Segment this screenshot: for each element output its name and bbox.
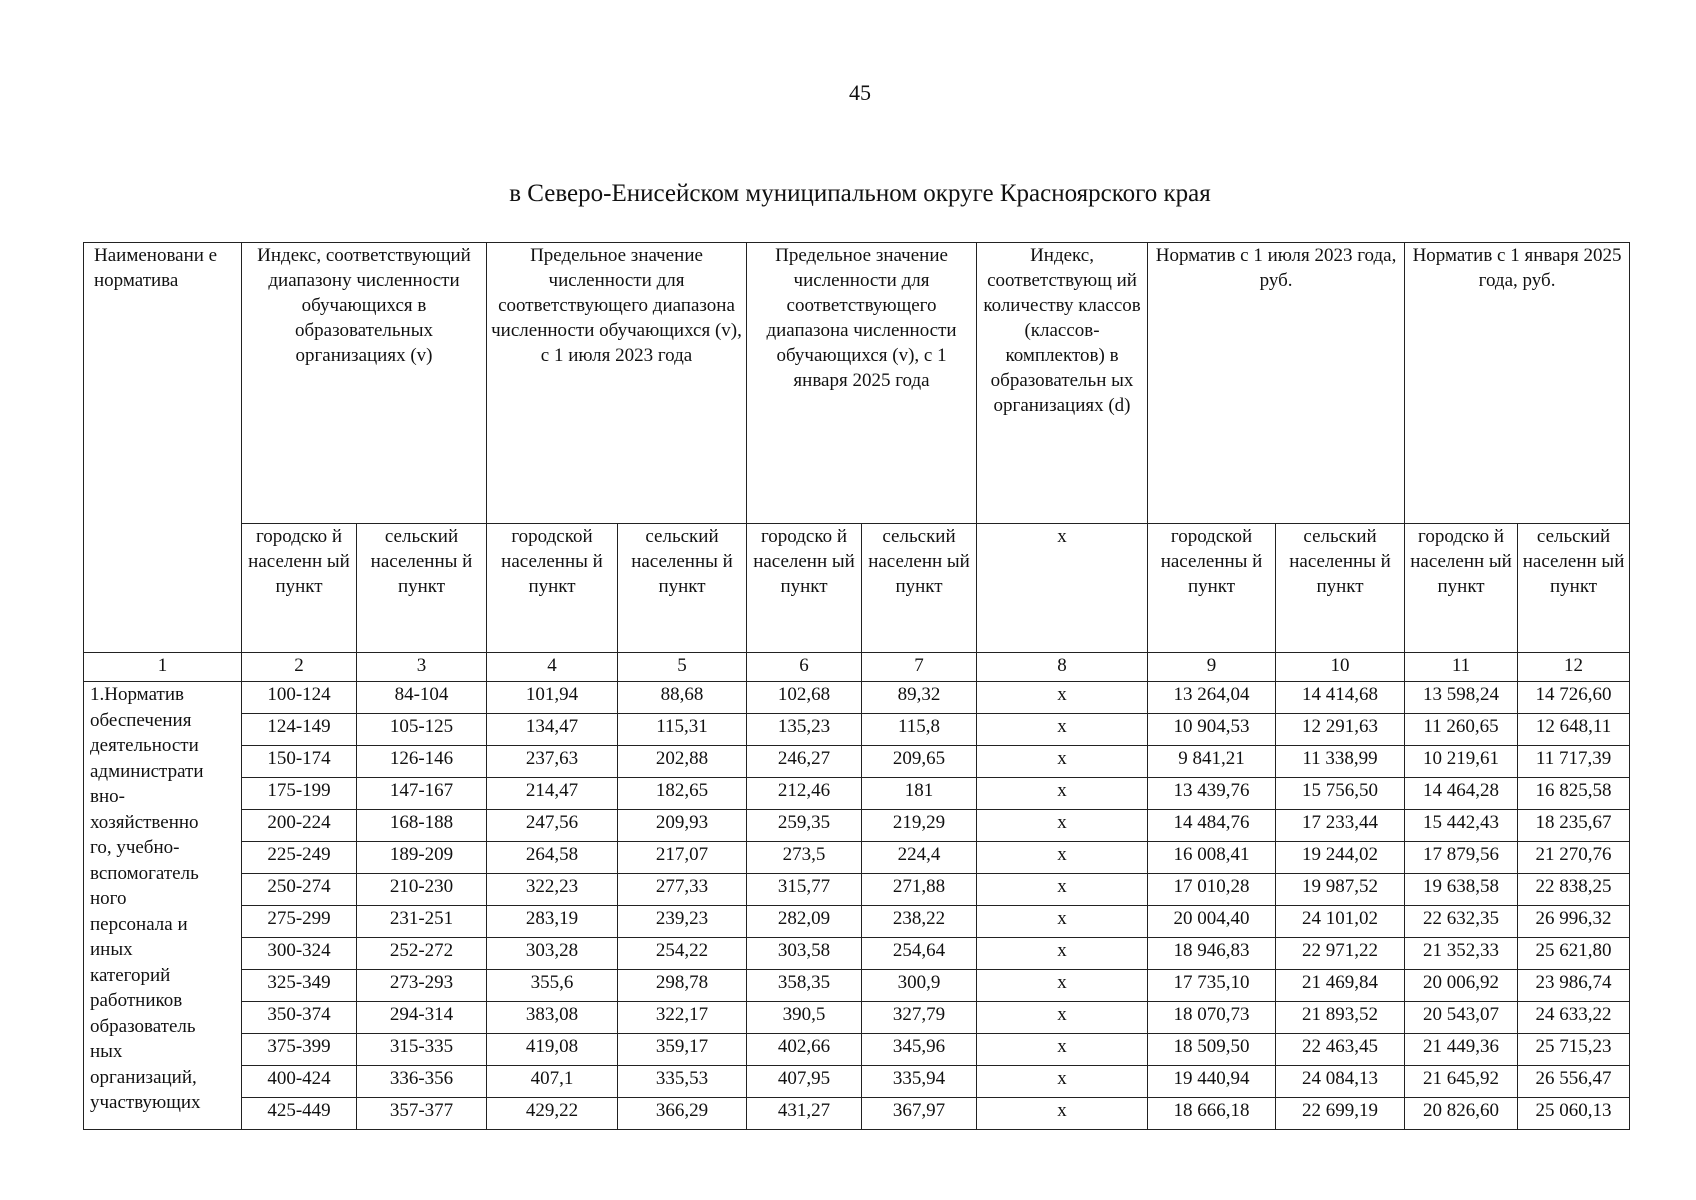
row-label bbox=[84, 682, 242, 1130]
table-cell: 383,08 bbox=[487, 1002, 618, 1034]
row-label-line: образователь bbox=[90, 1015, 196, 1037]
table-cell: x bbox=[977, 1098, 1148, 1130]
table-cell: 14 484,76 bbox=[1148, 810, 1276, 842]
table-cell: 300,9 bbox=[862, 970, 977, 1002]
header-row-main bbox=[84, 243, 1630, 524]
table-cell: 239,23 bbox=[618, 906, 747, 938]
table-cell: 17 879,56 bbox=[1405, 842, 1518, 874]
table-cell: 9 841,21 bbox=[1148, 746, 1276, 778]
table-cell: 322,23 bbox=[487, 874, 618, 906]
table-cell: 22 699,19 bbox=[1276, 1098, 1405, 1130]
table-cell: 20 006,92 bbox=[1405, 970, 1518, 1002]
table-row bbox=[84, 778, 1630, 810]
table-cell: 250-274 bbox=[242, 874, 357, 906]
table-cell: x bbox=[977, 1034, 1148, 1066]
table-cell: x bbox=[977, 874, 1148, 906]
table-row bbox=[84, 842, 1630, 874]
table-cell: 254,64 bbox=[862, 938, 977, 970]
table-cell: 19 987,52 bbox=[1276, 874, 1405, 906]
table-cell: 200-224 bbox=[242, 810, 357, 842]
table-cell: 275-299 bbox=[242, 906, 357, 938]
table-cell: x bbox=[977, 778, 1148, 810]
table-cell: 25 715,23 bbox=[1518, 1034, 1630, 1066]
subheader-c8: x bbox=[977, 524, 1148, 653]
table-row bbox=[84, 1098, 1630, 1130]
header-row-sub bbox=[84, 524, 1630, 653]
table-cell: 24 084,13 bbox=[1276, 1066, 1405, 1098]
table-cell: 366,29 bbox=[618, 1098, 747, 1130]
table-cell: 367,97 bbox=[862, 1098, 977, 1130]
table-cell: 357-377 bbox=[357, 1098, 487, 1130]
table-cell: 101,94 bbox=[487, 682, 618, 714]
table-cell: x bbox=[977, 970, 1148, 1002]
table-cell: 10 904,53 bbox=[1148, 714, 1276, 746]
table-cell: 407,95 bbox=[747, 1066, 862, 1098]
table-cell: 126-146 bbox=[357, 746, 487, 778]
page-number: 45 bbox=[849, 80, 871, 105]
table-cell: 12 648,11 bbox=[1518, 714, 1630, 746]
row-label-line: персонала и bbox=[90, 913, 188, 935]
table-cell: 315,77 bbox=[747, 874, 862, 906]
table-cell: 210-230 bbox=[357, 874, 487, 906]
row-label-line: участвующих bbox=[90, 1092, 201, 1113]
table-cell: 431,27 bbox=[747, 1098, 862, 1130]
table-cell: 19 638,58 bbox=[1405, 874, 1518, 906]
table-cell: 189-209 bbox=[357, 842, 487, 874]
table-cell: 115,8 bbox=[862, 714, 977, 746]
table-cell: 115,31 bbox=[618, 714, 747, 746]
table-cell: 18 509,50 bbox=[1148, 1034, 1276, 1066]
table-cell: 271,88 bbox=[862, 874, 977, 906]
row-label-line: вно- bbox=[90, 786, 125, 807]
table-cell: 350-374 bbox=[242, 1002, 357, 1034]
header-index-range: Индекс, соответствующий диапазону численности обучающихся в образовательных организациях (v) bbox=[242, 243, 487, 524]
table-cell: x bbox=[977, 682, 1148, 714]
table-cell: 100-124 bbox=[242, 682, 357, 714]
subheader-c4: городской населенны й пункт bbox=[487, 524, 618, 653]
table-cell: 303,28 bbox=[487, 938, 618, 970]
table-cell: 294-314 bbox=[357, 1002, 487, 1034]
row-label-line: 1.Норматив bbox=[90, 684, 184, 705]
table-cell: 231-251 bbox=[357, 906, 487, 938]
table-row bbox=[84, 874, 1630, 906]
table-cell: 25 621,80 bbox=[1518, 938, 1630, 970]
header-norm-2025: Норматив с 1 января 2025 года, руб. bbox=[1405, 243, 1630, 524]
header-name: Наименовани е норматива bbox=[84, 243, 242, 653]
table-cell: 315-335 bbox=[357, 1034, 487, 1066]
table-cell: 15 756,50 bbox=[1276, 778, 1405, 810]
table-row bbox=[84, 938, 1630, 970]
table-cell: 214,47 bbox=[487, 778, 618, 810]
table-cell: 20 004,40 bbox=[1148, 906, 1276, 938]
column-number-row bbox=[84, 653, 1630, 682]
subheader-c12: сельский населенн ый пункт bbox=[1518, 524, 1630, 653]
column-number: 9 bbox=[1148, 653, 1276, 682]
subheader-c9: городской населенны й пункт bbox=[1148, 524, 1276, 653]
table-cell: 209,65 bbox=[862, 746, 977, 778]
table-cell: 17 735,10 bbox=[1148, 970, 1276, 1002]
table-cell: 246,27 bbox=[747, 746, 862, 778]
table-cell: x bbox=[977, 746, 1148, 778]
table-cell: 10 219,61 bbox=[1405, 746, 1518, 778]
row-label-line: ных bbox=[90, 1041, 123, 1062]
table-cell: x bbox=[977, 1002, 1148, 1034]
table-cell: 26 556,47 bbox=[1518, 1066, 1630, 1098]
table-cell: 212,46 bbox=[747, 778, 862, 810]
subheader-c5: сельский населенны й пункт bbox=[618, 524, 747, 653]
table-cell: 26 996,32 bbox=[1518, 906, 1630, 938]
table-cell: 22 971,22 bbox=[1276, 938, 1405, 970]
table-cell: 254,22 bbox=[618, 938, 747, 970]
table-cell: x bbox=[977, 906, 1148, 938]
column-number: 5 bbox=[618, 653, 747, 682]
table-cell: 17 233,44 bbox=[1276, 810, 1405, 842]
column-number: 8 bbox=[977, 653, 1148, 682]
table-cell: 12 291,63 bbox=[1276, 714, 1405, 746]
table-cell: 21 352,33 bbox=[1405, 938, 1518, 970]
table-cell: 303,58 bbox=[747, 938, 862, 970]
table-cell: 150-174 bbox=[242, 746, 357, 778]
table-cell: 19 244,02 bbox=[1276, 842, 1405, 874]
table-cell: 375-399 bbox=[242, 1034, 357, 1066]
table-cell: 400-424 bbox=[242, 1066, 357, 1098]
table-cell: 335,94 bbox=[862, 1066, 977, 1098]
table-cell: 325-349 bbox=[242, 970, 357, 1002]
row-label-line: иных bbox=[90, 939, 133, 960]
table-cell: 336-356 bbox=[357, 1066, 487, 1098]
table-cell: 247,56 bbox=[487, 810, 618, 842]
table-cell: 359,17 bbox=[618, 1034, 747, 1066]
table-row bbox=[84, 970, 1630, 1002]
table-cell: 13 264,04 bbox=[1148, 682, 1276, 714]
table-row bbox=[84, 906, 1630, 938]
table-cell: 13 439,76 bbox=[1148, 778, 1276, 810]
row-label-line: работников bbox=[90, 990, 183, 1011]
table-cell: 25 060,13 bbox=[1518, 1098, 1630, 1130]
table-cell: 18 235,67 bbox=[1518, 810, 1630, 842]
column-number: 10 bbox=[1276, 653, 1405, 682]
column-number: 12 bbox=[1518, 653, 1630, 682]
table-cell: 147-167 bbox=[357, 778, 487, 810]
table-cell: 21 449,36 bbox=[1405, 1034, 1518, 1066]
table-cell: 21 270,76 bbox=[1518, 842, 1630, 874]
norms-table bbox=[83, 242, 1630, 1130]
table-cell: x bbox=[977, 842, 1148, 874]
table-cell: 18 946,83 bbox=[1148, 938, 1276, 970]
table-cell: 22 632,35 bbox=[1405, 906, 1518, 938]
column-number: 2 bbox=[242, 653, 357, 682]
table-cell: 358,35 bbox=[747, 970, 862, 1002]
table-cell: 390,5 bbox=[747, 1002, 862, 1034]
table-cell: 89,32 bbox=[862, 682, 977, 714]
table-cell: 282,09 bbox=[747, 906, 862, 938]
subheader-c10: сельский населенны й пункт bbox=[1276, 524, 1405, 653]
header-limit-2025: Предельное значение численности для соответствующего диапазона численности обучающихся (v), с 1 января 2025 года bbox=[747, 243, 977, 524]
row-label-line: го, учебно- bbox=[90, 837, 180, 858]
header-limit-2023: Предельное значение численности для соответствующего диапазона численности обучающихся (v), с 1 июля 2023 года bbox=[487, 243, 747, 524]
table-cell: 14 464,28 bbox=[1405, 778, 1518, 810]
table-cell: x bbox=[977, 714, 1148, 746]
table-cell: x bbox=[977, 938, 1148, 970]
table-body bbox=[84, 243, 1630, 1130]
table-cell: 300-324 bbox=[242, 938, 357, 970]
table-cell: 134,47 bbox=[487, 714, 618, 746]
table-cell: 237,63 bbox=[487, 746, 618, 778]
subheader-c11: городско й населенн ый пункт bbox=[1405, 524, 1518, 653]
table-cell: 217,07 bbox=[618, 842, 747, 874]
header-norm-2023: Норматив с 1 июля 2023 года, руб. bbox=[1148, 243, 1405, 524]
table-cell: 219,29 bbox=[862, 810, 977, 842]
page-title: в Северо-Енисейском муниципальном округе Красноярского края bbox=[509, 180, 1211, 207]
table-cell: 238,22 bbox=[862, 906, 977, 938]
subheader-c2: городско й населенн ый пункт bbox=[242, 524, 357, 653]
table-cell: 419,08 bbox=[487, 1034, 618, 1066]
column-number: 1 bbox=[84, 653, 242, 682]
table-cell: 181 bbox=[862, 778, 977, 810]
table-cell: x bbox=[977, 1066, 1148, 1098]
table-cell: 17 010,28 bbox=[1148, 874, 1276, 906]
table-cell: 327,79 bbox=[862, 1002, 977, 1034]
table-cell: 15 442,43 bbox=[1405, 810, 1518, 842]
subheader-c7: сельский населенн ый пункт bbox=[862, 524, 977, 653]
table-row bbox=[84, 1066, 1630, 1098]
column-number: 3 bbox=[357, 653, 487, 682]
column-number: 11 bbox=[1405, 653, 1518, 682]
table-cell: 182,65 bbox=[618, 778, 747, 810]
table-cell: 425-449 bbox=[242, 1098, 357, 1130]
table-cell: 277,33 bbox=[618, 874, 747, 906]
table-cell: 124-149 bbox=[242, 714, 357, 746]
table-cell: 11 717,39 bbox=[1518, 746, 1630, 778]
table-cell: 18 666,18 bbox=[1148, 1098, 1276, 1130]
table-cell: 11 338,99 bbox=[1276, 746, 1405, 778]
column-number: 4 bbox=[487, 653, 618, 682]
table-cell: 429,22 bbox=[487, 1098, 618, 1130]
table-cell: 11 260,65 bbox=[1405, 714, 1518, 746]
table-cell: 345,96 bbox=[862, 1034, 977, 1066]
table-cell: 24 101,02 bbox=[1276, 906, 1405, 938]
table-cell: 202,88 bbox=[618, 746, 747, 778]
table-cell: 264,58 bbox=[487, 842, 618, 874]
table-row bbox=[84, 1034, 1630, 1066]
table-cell: 283,19 bbox=[487, 906, 618, 938]
table-cell: 224,4 bbox=[862, 842, 977, 874]
table-cell: 14 726,60 bbox=[1518, 682, 1630, 714]
table-cell: 22 463,45 bbox=[1276, 1034, 1405, 1066]
table-cell: 402,66 bbox=[747, 1034, 862, 1066]
table-row bbox=[84, 714, 1630, 746]
table-cell: 225-249 bbox=[242, 842, 357, 874]
row-label-line: вспомогатель bbox=[90, 862, 199, 884]
row-label-line: администрати bbox=[90, 760, 204, 782]
row-label-line: ного bbox=[90, 888, 127, 909]
table-cell: 21 469,84 bbox=[1276, 970, 1405, 1002]
row-label-line: обеспечения bbox=[90, 709, 192, 731]
subheader-c3: сельский населенны й пункт bbox=[357, 524, 487, 653]
table-cell: 14 414,68 bbox=[1276, 682, 1405, 714]
table-cell: 175-199 bbox=[242, 778, 357, 810]
table-cell: 407,1 bbox=[487, 1066, 618, 1098]
subheader-c6: городско й населенн ый пункт bbox=[747, 524, 862, 653]
table-cell: 20 543,07 bbox=[1405, 1002, 1518, 1034]
table-cell: 335,53 bbox=[618, 1066, 747, 1098]
table-cell: 19 440,94 bbox=[1148, 1066, 1276, 1098]
table-cell: 16 825,58 bbox=[1518, 778, 1630, 810]
table-cell: 252-272 bbox=[357, 938, 487, 970]
row-label-line: категорий bbox=[90, 964, 171, 986]
table-row bbox=[84, 746, 1630, 778]
row-label-line: хозяйственно bbox=[90, 811, 199, 833]
table-cell: 21 893,52 bbox=[1276, 1002, 1405, 1034]
table-cell: 259,35 bbox=[747, 810, 862, 842]
row-label-line: деятельности bbox=[90, 735, 199, 756]
table-cell: 322,17 bbox=[618, 1002, 747, 1034]
table-cell: 18 070,73 bbox=[1148, 1002, 1276, 1034]
table-cell: 16 008,41 bbox=[1148, 842, 1276, 874]
table-row bbox=[84, 1002, 1630, 1034]
table-cell: 24 633,22 bbox=[1518, 1002, 1630, 1034]
table-cell: 168-188 bbox=[357, 810, 487, 842]
table-cell: 22 838,25 bbox=[1518, 874, 1630, 906]
table-cell: 355,6 bbox=[487, 970, 618, 1002]
table-row bbox=[84, 682, 1630, 714]
table-cell: 273,5 bbox=[747, 842, 862, 874]
row-label-line: организаций, bbox=[90, 1066, 197, 1088]
column-number: 7 bbox=[862, 653, 977, 682]
table-cell: 20 826,60 bbox=[1405, 1098, 1518, 1130]
table-cell: 105-125 bbox=[357, 714, 487, 746]
table-row bbox=[84, 810, 1630, 842]
table-cell: 21 645,92 bbox=[1405, 1066, 1518, 1098]
table-cell: 23 986,74 bbox=[1518, 970, 1630, 1002]
header-index-classes: Индекс, соответствующ ий количеству классов (классов-комплектов) в образовательн ых организациях (d) bbox=[977, 243, 1148, 524]
table-cell: 298,78 bbox=[618, 970, 747, 1002]
table-cell: 273-293 bbox=[357, 970, 487, 1002]
table-cell: 102,68 bbox=[747, 682, 862, 714]
table-cell: x bbox=[977, 810, 1148, 842]
table-cell: 209,93 bbox=[618, 810, 747, 842]
table-cell: 88,68 bbox=[618, 682, 747, 714]
column-number: 6 bbox=[747, 653, 862, 682]
table-cell: 84-104 bbox=[357, 682, 487, 714]
table-cell: 135,23 bbox=[747, 714, 862, 746]
table-cell: 13 598,24 bbox=[1405, 682, 1518, 714]
